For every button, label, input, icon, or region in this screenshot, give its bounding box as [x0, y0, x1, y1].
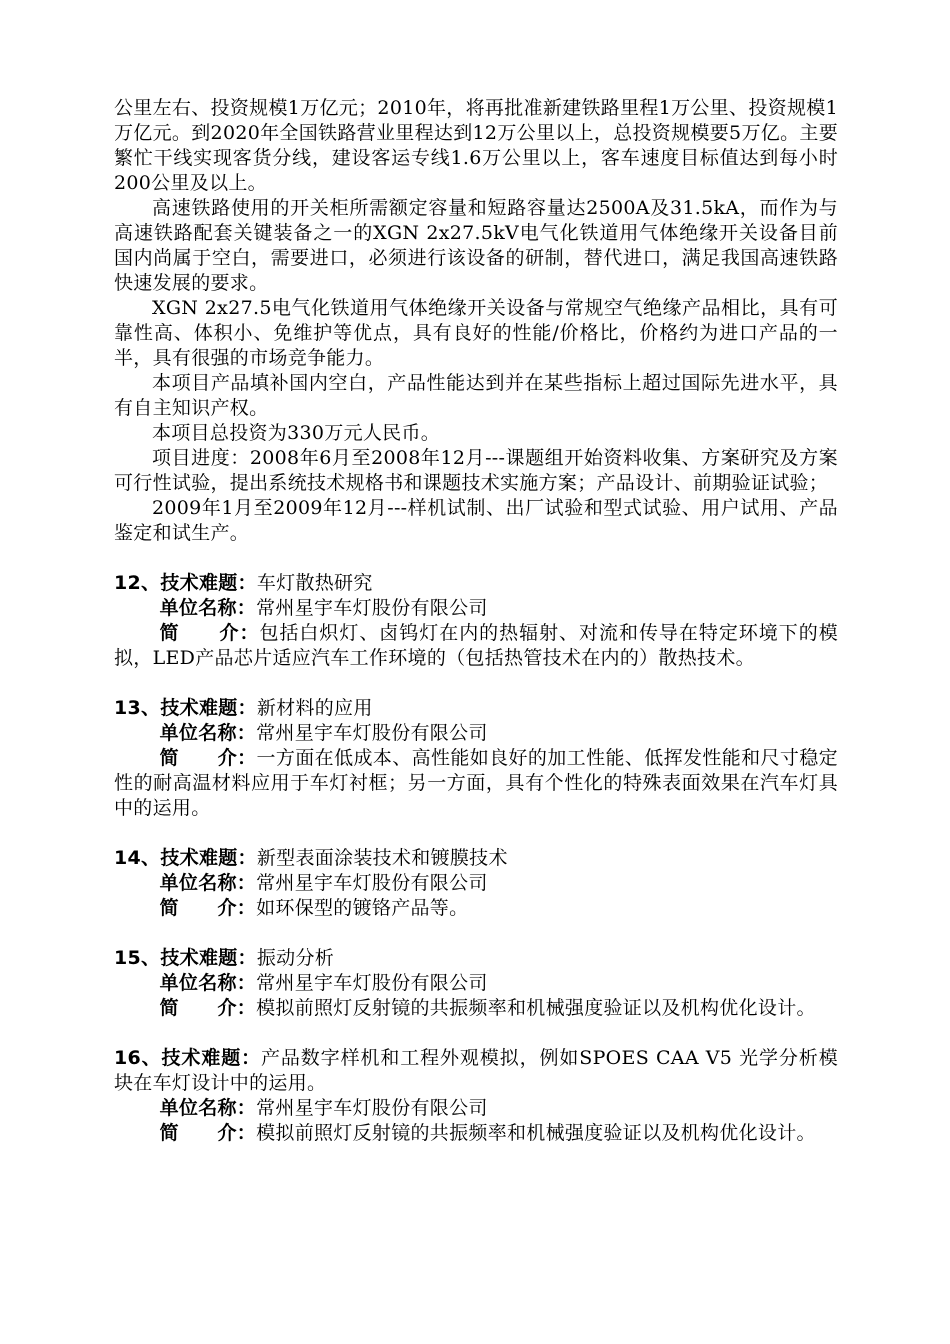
intro-line: [114, 1121, 838, 1146]
paragraph: 项目进度：2008年6月至2008年12月---课题组开始资料收集、方案研究及方案可行性试验，提出系统技术规格书和课题技术实施方案；产品设计、前期验证试验；: [114, 447, 838, 494]
section-14: [114, 846, 838, 921]
section-number: 16、: [114, 1047, 162, 1069]
paragraph: 本项目产品填补国内空白，产品性能达到并在某些指标上超过国际先进水平，具有自主知识产权。: [114, 372, 838, 419]
problem-value: 新型表面涂装技术和镀膜技术: [256, 847, 508, 869]
problem-label: 技术难题：: [160, 697, 257, 719]
intro-label: 简 介：: [159, 747, 257, 769]
document-page: [114, 96, 838, 1146]
unit-value: 常州星宇车灯股份有限公司: [256, 872, 488, 894]
section-16: [114, 1046, 838, 1146]
section-12: [114, 571, 838, 671]
section-number: 15、: [114, 947, 161, 969]
problem-label: 技术难题：: [160, 572, 257, 594]
intro-label: 简 介：: [159, 897, 257, 919]
problem-label: 技术难题：: [161, 1047, 261, 1069]
intro-label: 简 介：: [159, 1122, 257, 1144]
section-heading: [114, 846, 838, 871]
section-number: 13、: [114, 697, 161, 719]
problem-value: 产品数字样机和工程外观模拟，例如SPOES CAA V5 光学分析模块在车灯设计中的运用。: [114, 1047, 838, 1094]
unit-value: 常州星宇车灯股份有限公司: [256, 597, 488, 619]
unit-line: [114, 871, 838, 896]
intro-value: 包括白炽灯、卤钨灯在内的热辐射、对流和传导在特定环境下的模拟，LED产品芯片适应汽车工作环境的（包括热管技术在内的）散热技术。: [114, 622, 838, 669]
unit-label: 单位名称：: [159, 872, 257, 894]
intro-value: 模拟前照灯反射镜的共振频率和机械强度验证以及机构优化设计。: [256, 1122, 816, 1144]
intro-label: 简 介：: [159, 997, 257, 1019]
section-heading: [114, 1046, 838, 1096]
section-number: 12、: [114, 572, 161, 594]
unit-line: [114, 721, 838, 746]
intro-line: [114, 746, 838, 821]
intro-value: 如环保型的镀铬产品等。: [256, 897, 469, 919]
unit-value: 常州星宇车灯股份有限公司: [256, 722, 488, 744]
intro-value: 一方面在低成本、高性能如良好的加工性能、低挥发性能和尺寸稳定性的耐高温材料应用于车灯衬框；另一方面，具有个性化的特殊表面效果在汽车灯具中的运用。: [114, 747, 838, 819]
section-heading: [114, 696, 838, 721]
problem-label: 技术难题：: [160, 847, 257, 869]
intro-value: 模拟前照灯反射镜的共振频率和机械强度验证以及机构优化设计。: [256, 997, 816, 1019]
paragraph: 公里左右、投资规模1万亿元；2010年，将再批准新建铁路里程1万公里、投资规模1万亿元。到2020年全国铁路营业里程达到12万公里以上，总投资规模要5万亿。主要繁忙干线实现客货分线，建设客运专线1.6万公里以上，客车速度目标值达到每小时200公里及以上。: [114, 97, 838, 194]
unit-line: [114, 1096, 838, 1121]
paragraph: 2009年1月至2009年12月---样机试制、出厂试验和型式试验、用户试用、产品鉴定和试生产。: [114, 497, 838, 544]
section-13: [114, 696, 838, 821]
unit-line: [114, 596, 838, 621]
intro-line: [114, 621, 838, 671]
unit-label: 单位名称：: [159, 722, 257, 744]
section-heading: [114, 946, 838, 971]
problem-value: 新材料的应用: [256, 697, 373, 719]
paragraph: 高速铁路使用的开关柜所需额定容量和短路容量达2500A及31.5kA，而作为与高速铁路配套关键装备之一的XGN 2x27.5kV电气化铁道用气体绝缘开关设备目前国内尚属于空白，需要进口，必须进行该设备的研制，替代进口，满足我国高速铁路快速发展的要求。: [114, 197, 838, 294]
unit-line: [114, 971, 838, 996]
intro-line: [114, 996, 838, 1021]
problem-value: 振动分析: [256, 947, 335, 969]
intro-label: 简 介：: [159, 622, 260, 644]
unit-value: 常州星宇车灯股份有限公司: [256, 972, 488, 994]
section-heading: [114, 571, 838, 596]
paragraph: 本项目总投资为330万元人民币。: [152, 422, 441, 444]
unit-label: 单位名称：: [159, 597, 257, 619]
paragraph: XGN 2x27.5电气化铁道用气体绝缘开关设备与常规空气绝缘产品相比，具有可靠性高、体积小、免维护等优点，具有良好的性能/价格比，价格约为进口产品的一半，具有很强的市场竞争能力。: [114, 297, 838, 369]
problem-value: 车灯散热研究: [256, 572, 373, 594]
unit-label: 单位名称：: [159, 1097, 257, 1119]
section-15: [114, 946, 838, 1021]
intro-block: [114, 96, 838, 546]
unit-value: 常州星宇车灯股份有限公司: [256, 1097, 488, 1119]
problem-label: 技术难题：: [160, 947, 257, 969]
intro-line: [114, 896, 838, 921]
unit-label: 单位名称：: [159, 972, 257, 994]
section-number: 14、: [114, 847, 161, 869]
